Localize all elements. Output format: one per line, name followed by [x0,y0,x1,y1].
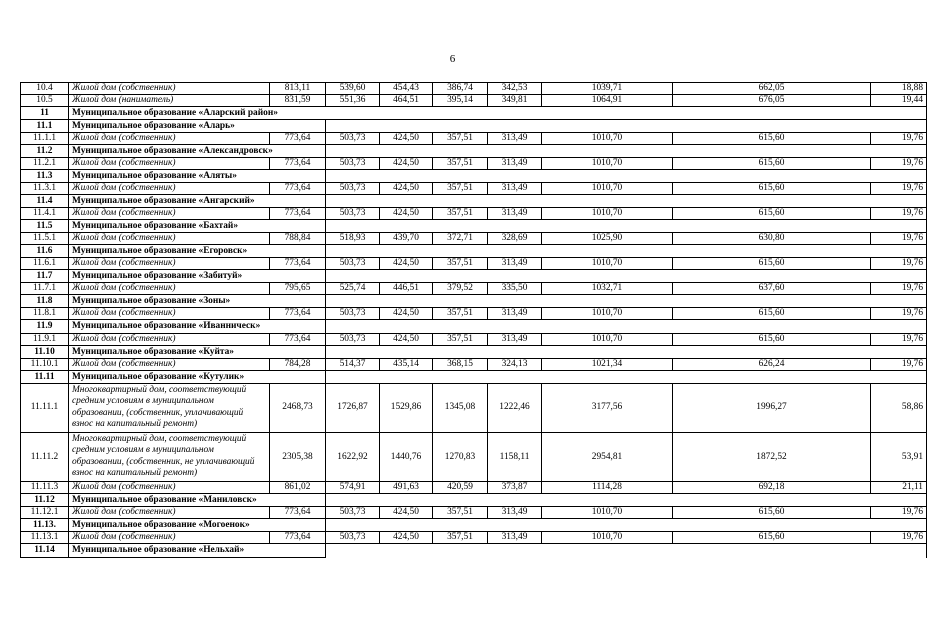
value-cell: 773,64 [270,308,326,320]
table-row [21,283,927,295]
value-cell: 1039,71 [542,83,673,95]
value-cell: 1010,70 [542,532,673,544]
row-number: 11.4.1 [21,208,69,220]
value-cell: 1010,70 [542,183,673,195]
section-row [21,371,927,384]
value-cell: 615,60 [673,334,871,346]
value-cell: 379,52 [433,283,488,295]
value-cell: 1440,76 [380,433,433,482]
value-cell: 313,49 [488,258,542,270]
value-cell: 424,50 [380,133,433,145]
row-number: 11.3 [21,170,69,183]
housing-type: Жилой дом (наниматель) [69,95,270,107]
value-cell: 1032,71 [542,283,673,295]
value-cell: 1222,46 [488,384,542,433]
section-title: Муниципальное образование «Егоровск» [69,245,326,258]
section-row [21,544,927,558]
section-title: Муниципальное образование «Маниловск» [69,494,326,507]
value-cell: 539,60 [326,83,380,95]
tariff-table [20,82,927,558]
value-cell: 525,74 [326,283,380,295]
value-cell: 1114,28 [542,482,673,494]
section-row [21,220,927,233]
value-cell: 773,64 [270,258,326,270]
value-cell: 615,60 [673,183,871,195]
table-row [21,334,927,346]
value-cell: 313,49 [488,158,542,170]
value-cell: 424,50 [380,158,433,170]
section-row [21,519,927,532]
value-cell: 518,93 [326,233,380,245]
housing-type: Жилой дом (собственник) [69,482,270,494]
housing-type: Жилой дом (собственник) [69,507,270,519]
value-cell: 357,51 [433,158,488,170]
value-cell: 424,50 [380,258,433,270]
value-cell: 503,73 [326,158,380,170]
section-title: Муниципальное образование «Куйта» [69,346,326,359]
value-cell: 1010,70 [542,334,673,346]
housing-type: Жилой дом (собственник) [69,283,270,295]
value-cell: 357,51 [433,507,488,519]
value-cell: 1996,27 [673,384,871,433]
value-cell: 692,18 [673,482,871,494]
table-row [21,208,927,220]
value-cell: 328,69 [488,233,542,245]
table-row [21,532,927,544]
row-number: 11.10.1 [21,359,69,371]
value-cell: 53,91 [871,433,927,482]
section-row [21,120,927,133]
value-cell: 1529,86 [380,384,433,433]
table-row [21,384,927,433]
value-cell: 19,76 [871,158,927,170]
value-cell: 615,60 [673,208,871,220]
value-cell: 784,28 [270,359,326,371]
section-row [21,346,927,359]
value-cell: 1010,70 [542,507,673,519]
value-cell: 1021,34 [542,359,673,371]
value-cell: 551,36 [326,95,380,107]
value-cell: 574,91 [326,482,380,494]
value-cell: 615,60 [673,133,871,145]
value-cell: 313,49 [488,334,542,346]
value-cell: 1726,87 [326,384,380,433]
row-number: 11.5.1 [21,233,69,245]
row-number: 11.8 [21,295,69,308]
value-cell: 1872,52 [673,433,871,482]
value-cell: 1345,08 [433,384,488,433]
value-cell: 373,87 [488,482,542,494]
value-cell: 324,13 [488,359,542,371]
value-cell: 424,50 [380,183,433,195]
value-cell: 19,44 [871,95,927,107]
value-cell: 424,50 [380,208,433,220]
value-cell: 861,02 [270,482,326,494]
row-number: 11.2.1 [21,158,69,170]
row-number: 11.2 [21,145,69,158]
value-cell: 357,51 [433,183,488,195]
row-number: 11.9.1 [21,334,69,346]
value-cell: 424,50 [380,308,433,320]
value-cell: 357,51 [433,334,488,346]
value-cell: 313,49 [488,133,542,145]
row-number: 11.9 [21,320,69,334]
table-row [21,233,927,245]
value-cell: 1270,83 [433,433,488,482]
value-cell: 1010,70 [542,158,673,170]
value-cell: 795,65 [270,283,326,295]
value-cell: 420,59 [433,482,488,494]
value-cell: 1025,90 [542,233,673,245]
housing-type: Жилой дом (собственник) [69,334,270,346]
value-cell: 676,05 [673,95,871,107]
value-cell: 813,11 [270,83,326,95]
value-cell: 773,64 [270,158,326,170]
value-cell: 3177,56 [542,384,673,433]
housing-type: Жилой дом (собственник) [69,308,270,320]
row-number: 11.12.1 [21,507,69,519]
row-number: 11.5 [21,220,69,233]
value-cell: 1010,70 [542,258,673,270]
value-cell: 19,76 [871,334,927,346]
housing-type: Жилой дом (собственник) [69,183,270,195]
value-cell: 424,50 [380,334,433,346]
value-cell: 19,76 [871,133,927,145]
value-cell: 615,60 [673,158,871,170]
value-cell: 19,76 [871,507,927,519]
value-cell: 19,76 [871,308,927,320]
section-row [21,145,927,158]
value-cell: 18,88 [871,83,927,95]
housing-type: Жилой дом (собственник) [69,359,270,371]
row-number: 11 [21,107,69,120]
empty-cell [326,544,927,558]
table-row [21,95,927,107]
value-cell: 386,74 [433,83,488,95]
value-cell: 357,51 [433,208,488,220]
value-cell: 503,73 [326,133,380,145]
value-cell: 19,76 [871,208,927,220]
value-cell: 1158,11 [488,433,542,482]
section-row [21,295,927,308]
value-cell: 831,59 [270,95,326,107]
value-cell: 19,76 [871,183,927,195]
value-cell: 313,49 [488,308,542,320]
value-cell: 2468,73 [270,384,326,433]
empty-cell [326,320,927,334]
value-cell: 19,76 [871,258,927,270]
housing-type: Многоквартирный дом, соответствующий средним условиям в муниципальном образовании, (собственник, уплачивающий взнос на капитальный ремонт) [69,384,270,433]
row-number: 11.11.1 [21,384,69,433]
value-cell: 357,51 [433,532,488,544]
table-body [21,83,927,558]
value-cell: 788,84 [270,233,326,245]
value-cell: 1010,70 [542,308,673,320]
value-cell: 368,15 [433,359,488,371]
value-cell: 58,86 [871,384,927,433]
value-cell: 435,14 [380,359,433,371]
value-cell: 1622,92 [326,433,380,482]
value-cell: 503,73 [326,308,380,320]
section-title: Муниципальное образование «Могоенок» [69,519,326,532]
housing-type: Жилой дом (собственник) [69,158,270,170]
value-cell: 313,49 [488,507,542,519]
empty-cell [326,195,927,208]
row-number: 10.4 [21,83,69,95]
value-cell: 19,76 [871,532,927,544]
housing-type: Жилой дом (собственник) [69,532,270,544]
row-number: 11.8.1 [21,308,69,320]
value-cell: 503,73 [326,258,380,270]
value-cell: 19,76 [871,233,927,245]
value-cell: 615,60 [673,308,871,320]
empty-cell [326,120,927,133]
row-number: 11.13. [21,519,69,532]
empty-cell [326,295,927,308]
row-number: 11.7 [21,270,69,283]
section-title: Муниципальное образование «Бахтай» [69,220,326,233]
value-cell: 342,53 [488,83,542,95]
value-cell: 514,37 [326,359,380,371]
table-row [21,158,927,170]
empty-cell [326,170,927,183]
empty-cell [326,220,927,233]
table-row [21,433,927,482]
value-cell: 773,64 [270,507,326,519]
value-cell: 357,51 [433,133,488,145]
empty-cell [326,519,927,532]
value-cell: 313,49 [488,208,542,220]
table-row [21,183,927,195]
row-number: 11.4 [21,195,69,208]
row-number: 11.11 [21,371,69,384]
section-title: Муниципальное образование «Нельхай» [69,544,326,558]
value-cell: 424,50 [380,507,433,519]
section-title: Муниципальное образование «Аларь» [69,120,326,133]
table-row [21,507,927,519]
empty-cell [326,371,927,384]
value-cell: 454,43 [380,83,433,95]
value-cell: 357,51 [433,308,488,320]
section-row [21,320,927,334]
housing-type: Жилой дом (собственник) [69,208,270,220]
empty-cell [326,270,927,283]
value-cell: 1010,70 [542,208,673,220]
value-cell: 773,64 [270,183,326,195]
value-cell: 491,63 [380,482,433,494]
section-title: Муниципальное образование «Александровск» [69,145,326,158]
row-number: 11.6.1 [21,258,69,270]
housing-type: Жилой дом (собственник) [69,133,270,145]
value-cell: 357,51 [433,258,488,270]
value-cell: 439,70 [380,233,433,245]
value-cell: 464,51 [380,95,433,107]
value-cell: 395,14 [433,95,488,107]
housing-type: Многоквартирный дом, соответствующий средним условиям в муниципальном образовании, (собственник, не уплачивающий взнос на капитальный ремонт) [69,433,270,482]
section-title: Муниципальное образование «Аларский район» [69,107,927,120]
table-row [21,482,927,494]
value-cell: 424,50 [380,532,433,544]
value-cell: 19,76 [871,283,927,295]
section-row [21,270,927,283]
section-title: Муниципальное образование «Аляты» [69,170,326,183]
empty-cell [326,245,927,258]
value-cell: 1064,91 [542,95,673,107]
value-cell: 19,76 [871,359,927,371]
empty-cell [326,145,927,158]
section-title: Муниципальное образование «Иванническ» [69,320,326,334]
value-cell: 773,64 [270,532,326,544]
table-row [21,133,927,145]
value-cell: 446,51 [380,283,433,295]
section-row [21,195,927,208]
section-title: Муниципальное образование «Зоны» [69,295,326,308]
value-cell: 503,73 [326,183,380,195]
table-row [21,359,927,371]
row-number: 11.3.1 [21,183,69,195]
value-cell: 626,24 [673,359,871,371]
value-cell: 503,73 [326,532,380,544]
table-row [21,258,927,270]
value-cell: 773,64 [270,208,326,220]
value-cell: 2954,81 [542,433,673,482]
value-cell: 503,73 [326,334,380,346]
section-row [21,494,927,507]
value-cell: 503,73 [326,507,380,519]
housing-type: Жилой дом (собственник) [69,83,270,95]
section-row [21,170,927,183]
value-cell: 773,64 [270,334,326,346]
table-row [21,308,927,320]
row-number: 11.7.1 [21,283,69,295]
row-number: 11.11.2 [21,433,69,482]
value-cell: 1010,70 [542,133,673,145]
row-number: 11.10 [21,346,69,359]
value-cell: 335,50 [488,283,542,295]
value-cell: 630,80 [673,233,871,245]
section-title: Муниципальное образование «Ангарский» [69,195,326,208]
value-cell: 615,60 [673,532,871,544]
value-cell: 662,05 [673,83,871,95]
row-number: 11.1.1 [21,133,69,145]
value-cell: 2305,38 [270,433,326,482]
row-number: 11.13.1 [21,532,69,544]
empty-cell [326,346,927,359]
section-row [21,107,927,120]
housing-type: Жилой дом (собственник) [69,233,270,245]
value-cell: 773,64 [270,133,326,145]
row-number: 11.11.3 [21,482,69,494]
row-number: 11.6 [21,245,69,258]
value-cell: 637,60 [673,283,871,295]
value-cell: 349,81 [488,95,542,107]
row-number: 11.1 [21,120,69,133]
value-cell: 313,49 [488,183,542,195]
table-row [21,83,927,95]
value-cell: 615,60 [673,258,871,270]
empty-cell [326,494,927,507]
page-number: 6 [449,53,456,65]
row-number: 10.5 [21,95,69,107]
value-cell: 313,49 [488,532,542,544]
housing-type: Жилой дом (собственник) [69,258,270,270]
section-title: Муниципальное образование «Забитуй» [69,270,326,283]
value-cell: 503,73 [326,208,380,220]
value-cell: 372,71 [433,233,488,245]
value-cell: 615,60 [673,507,871,519]
section-title: Муниципальное образование «Кутулик» [69,371,326,384]
value-cell: 21,11 [871,482,927,494]
row-number: 11.14 [21,544,69,558]
row-number: 11.12 [21,494,69,507]
section-row [21,245,927,258]
